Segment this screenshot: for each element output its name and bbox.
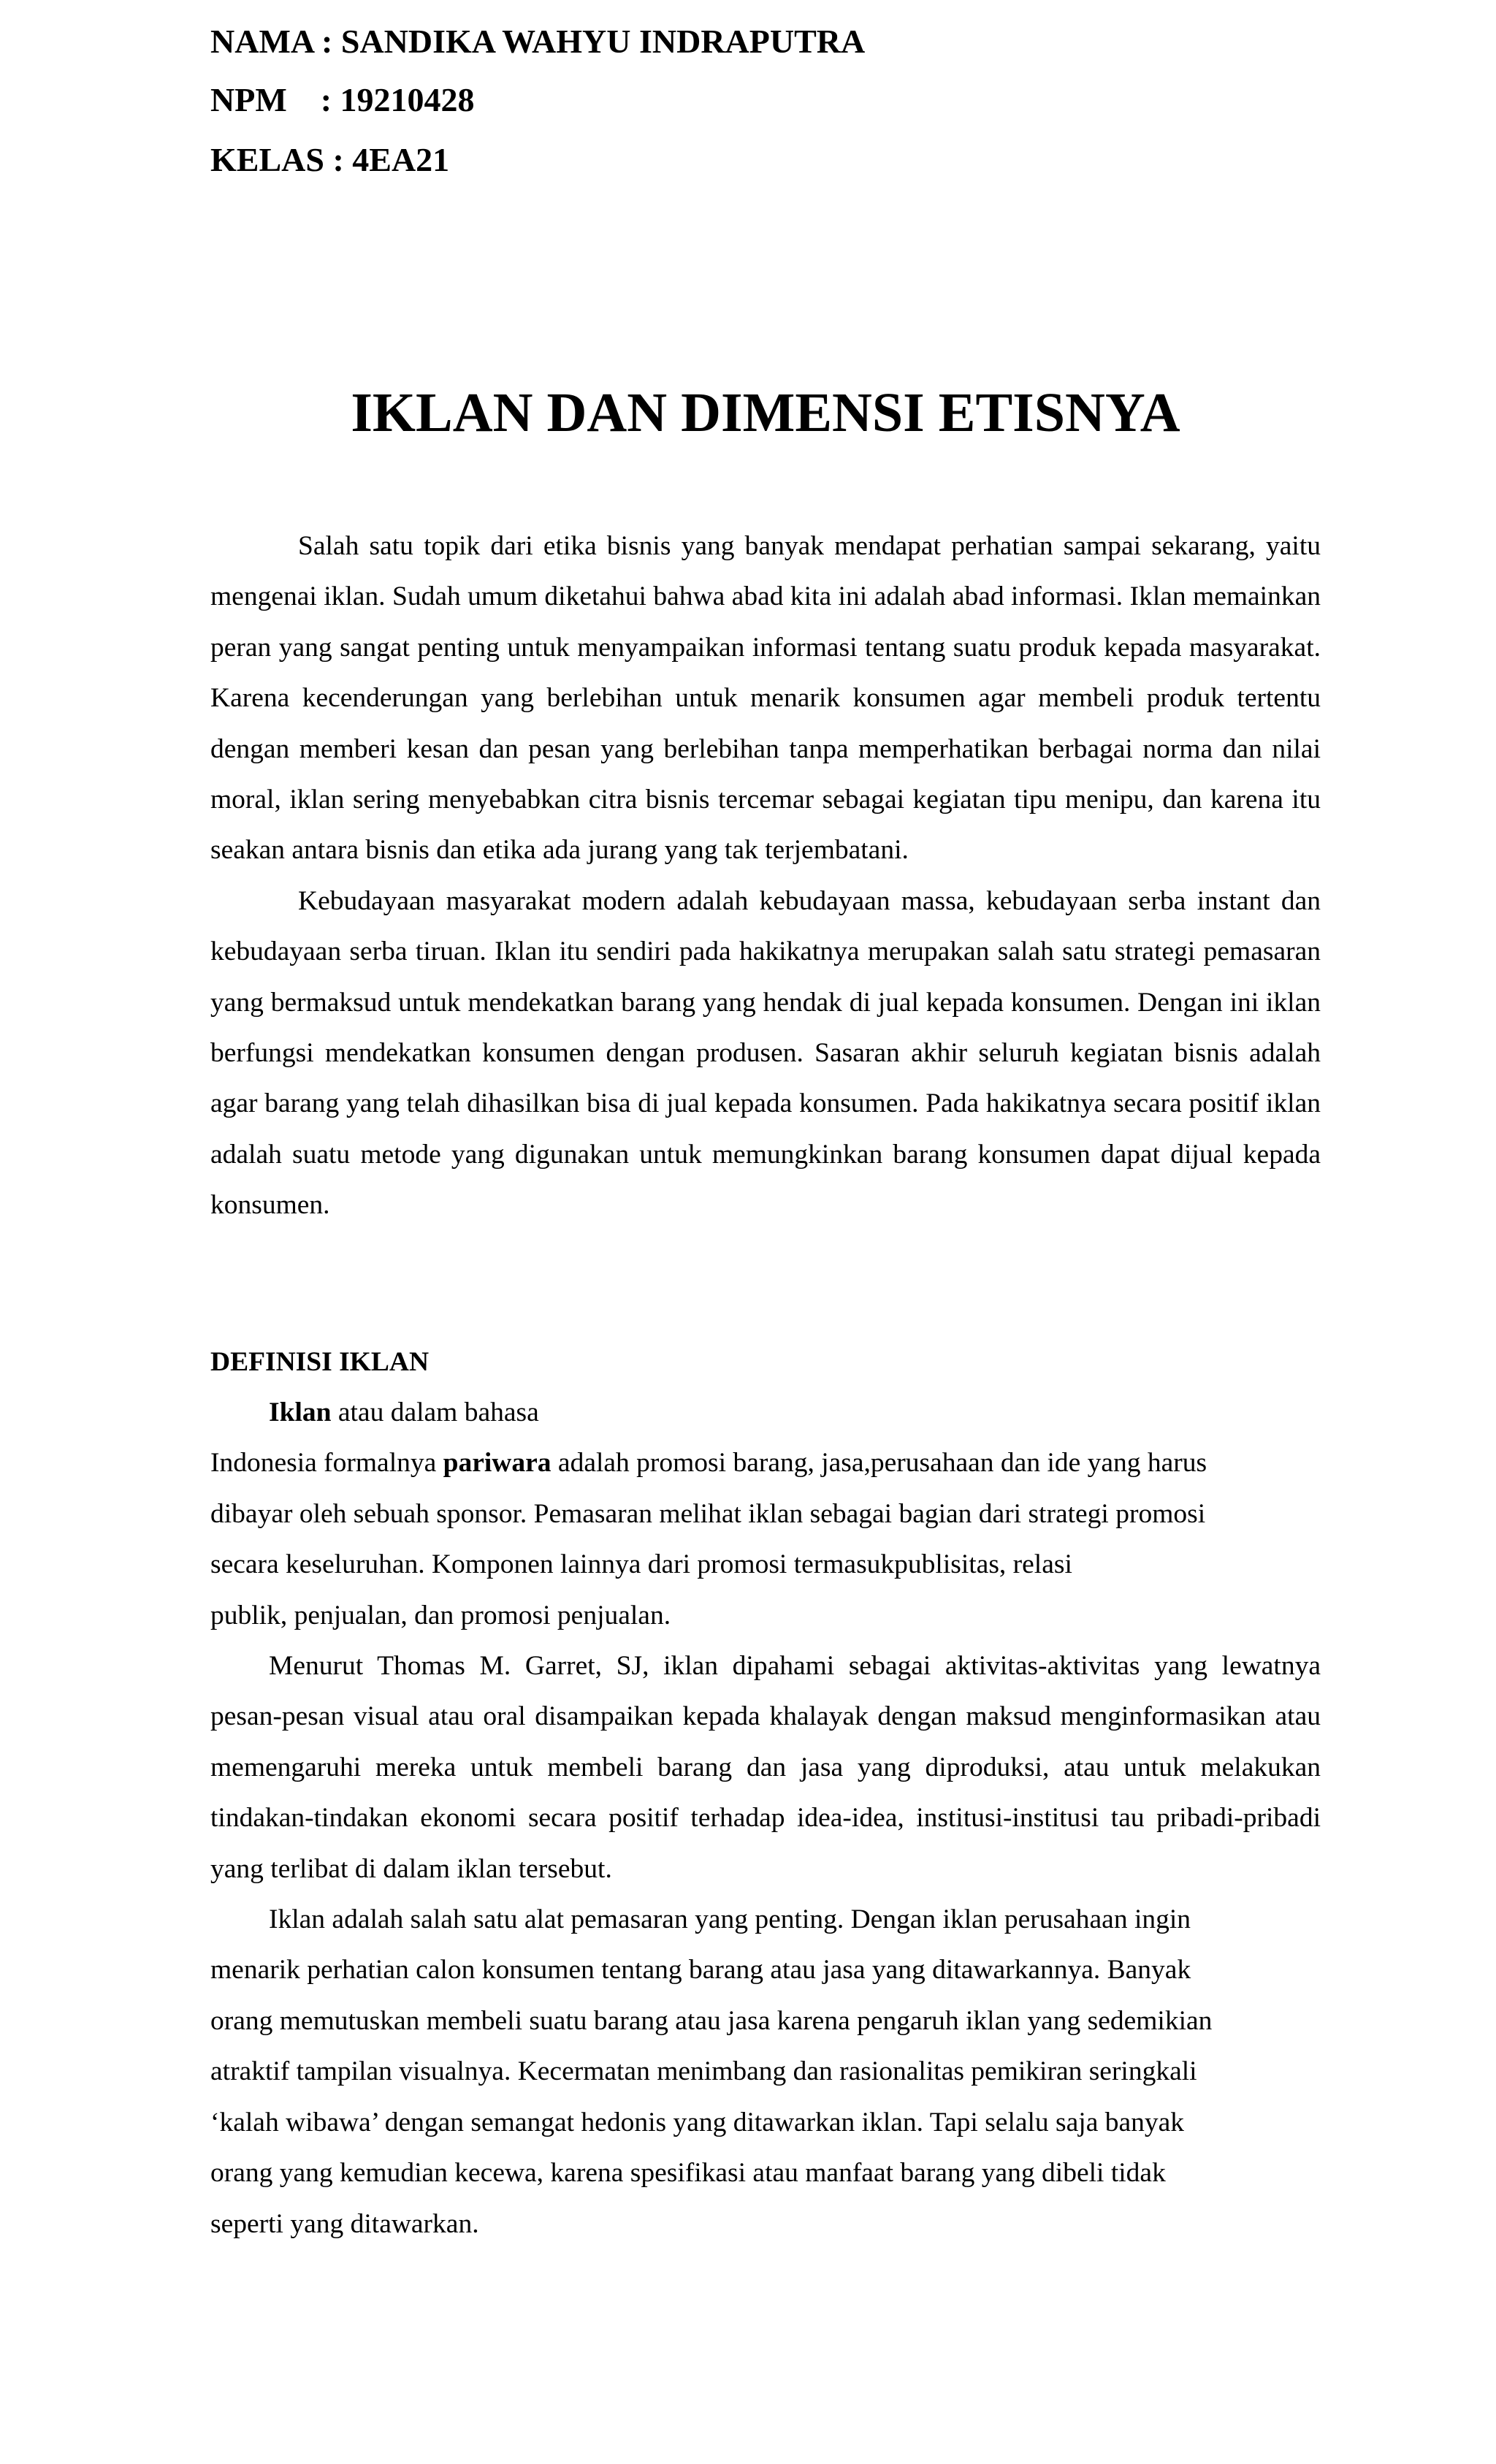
definisi-paragraph-1-cont [210,1438,1321,1641]
term-pariwara: pariwara [443,1448,552,1479]
alat-line-6: orang yang kemudian kecewa, karena spesifikasi atau manfaat barang yang dibeli tidak [210,2158,1166,2189]
alat-line-2: menarik perhatian calon konsumen tentang barang atau jasa yang ditawarkannya. Banyak [210,1955,1191,1986]
intro-paragraph-1: Salah satu topik dari etika bisnis yang banyak mendapat perhatian sampai sekarang, yaitu mengenai iklan. Sudah umum diketahui bahwa abad kita ini adalah abad informasi. Iklan memainkan peran yang sangat penting untuk menyampaikan informasi tentang suatu produk kepada masyarakat. Karena kecenderungan yang berlebihan untuk menarik konsumen agar membeli produk tertentu dengan memberi kesan dan pesan yang berlebihan tanpa memperhatikan berbagai norma dan nilai moral, iklan sering menyebabkan citra bisnis tercemar sebagai kegiatan tipu menipu, dan karena itu seakan antara bisnis dan etika ada jurang yang tak terjembatani. [210,531,1321,866]
definisi-line-1: Iklan atau dalam bahasa [269,1397,539,1427]
student-class: KELAS : 4EA21 [210,141,450,178]
definisi-line-4: secara keseluruhan. Komponen lainnya dari promosi termasukpublisitas, relasi [210,1549,1072,1580]
definisi-line-5: publik, penjualan, dan promosi penjualan. [210,1600,671,1630]
alat-line-1: Iklan adalah salah satu alat pemasaran yang penting. Dengan iklan perusahaan ingin [269,1904,1191,1935]
section-heading-definisi: DEFINISI IKLAN [210,1347,430,1377]
alat-line-5: ‘kalah wibawa’ dengan semangat hedonis yang ditawarkan iklan. Tapi selalu saja banyak [210,2107,1185,2137]
intro-paragraph-2: Kebudayaan masyarakat modern adalah kebudayaan massa, kebudayaan serba instant dan kebudayaan serba tiruan. Iklan itu sendiri pada hakikatnya merupakan salah satu strategi pemasaran yang bermaksud untuk mendekatkan barang yang hendak di jual kepada konsumen. Dengan ini iklan berfungsi mendekatkan konsumen dengan produsen. Sasaran akhir seluruh kegiatan bisnis adalah agar barang yang telah dihasilkan bisa di jual kepada konsumen. Pada hakikatnya secara positif iklan adalah suatu metode yang digunakan untuk memungkinkan barang konsumen dapat dijual kepada konsumen. [210,885,1321,1221]
definisi-line-3: dibayar oleh sebuah sponsor. Pemasaran melihat iklan sebagai bagian dari strategi promosi [210,1498,1206,1529]
definisi-line-2: Indonesia formalnya pariwara adalah promosi barang, jasa,perusahaan dan ide yang harus [210,1448,1207,1479]
term-iklan: Iklan [269,1397,332,1427]
definisi-section [210,1387,1321,2249]
intro-section [210,521,1321,1231]
alat-line-4: atraktif tampilan visualnya. Kecermatan menimbang dan rasionalitas pemikiran seringkali [210,2056,1197,2087]
student-name: NAMA : SANDIKA WAHYU INDRAPUTRA [210,23,866,60]
garret-paragraph: Menurut Thomas M. Garret, SJ, iklan dipahami sebagai aktivitas-aktivitas yang lewatnya pesan-pesan visual atau oral disampaikan kepada khalayak dengan maksud menginformasikan atau memengaruhi mereka untuk membeli barang dan jasa yang diproduksi, atau untuk melakukan tindakan-tindakan ekonomi secara positif terhadap idea-idea, institusi-institusi tau pribadi-pribadi yang terlibat di dalam iklan tersebut. [210,1651,1321,1884]
alat-line-3: orang memutuskan membeli suatu barang atau jasa karena pengaruh iklan yang sedemikian [210,2005,1213,2036]
alat-line-7: seperti yang ditawarkan. [210,2208,479,2239]
student-npm: NPM : 19210428 [210,81,475,118]
document-title: IKLAN DAN DIMENSI ETISNYA [351,382,1180,443]
definisi-paragraph-1 [210,1387,1321,1438]
alat-pemasaran-paragraph [210,1894,1321,2249]
